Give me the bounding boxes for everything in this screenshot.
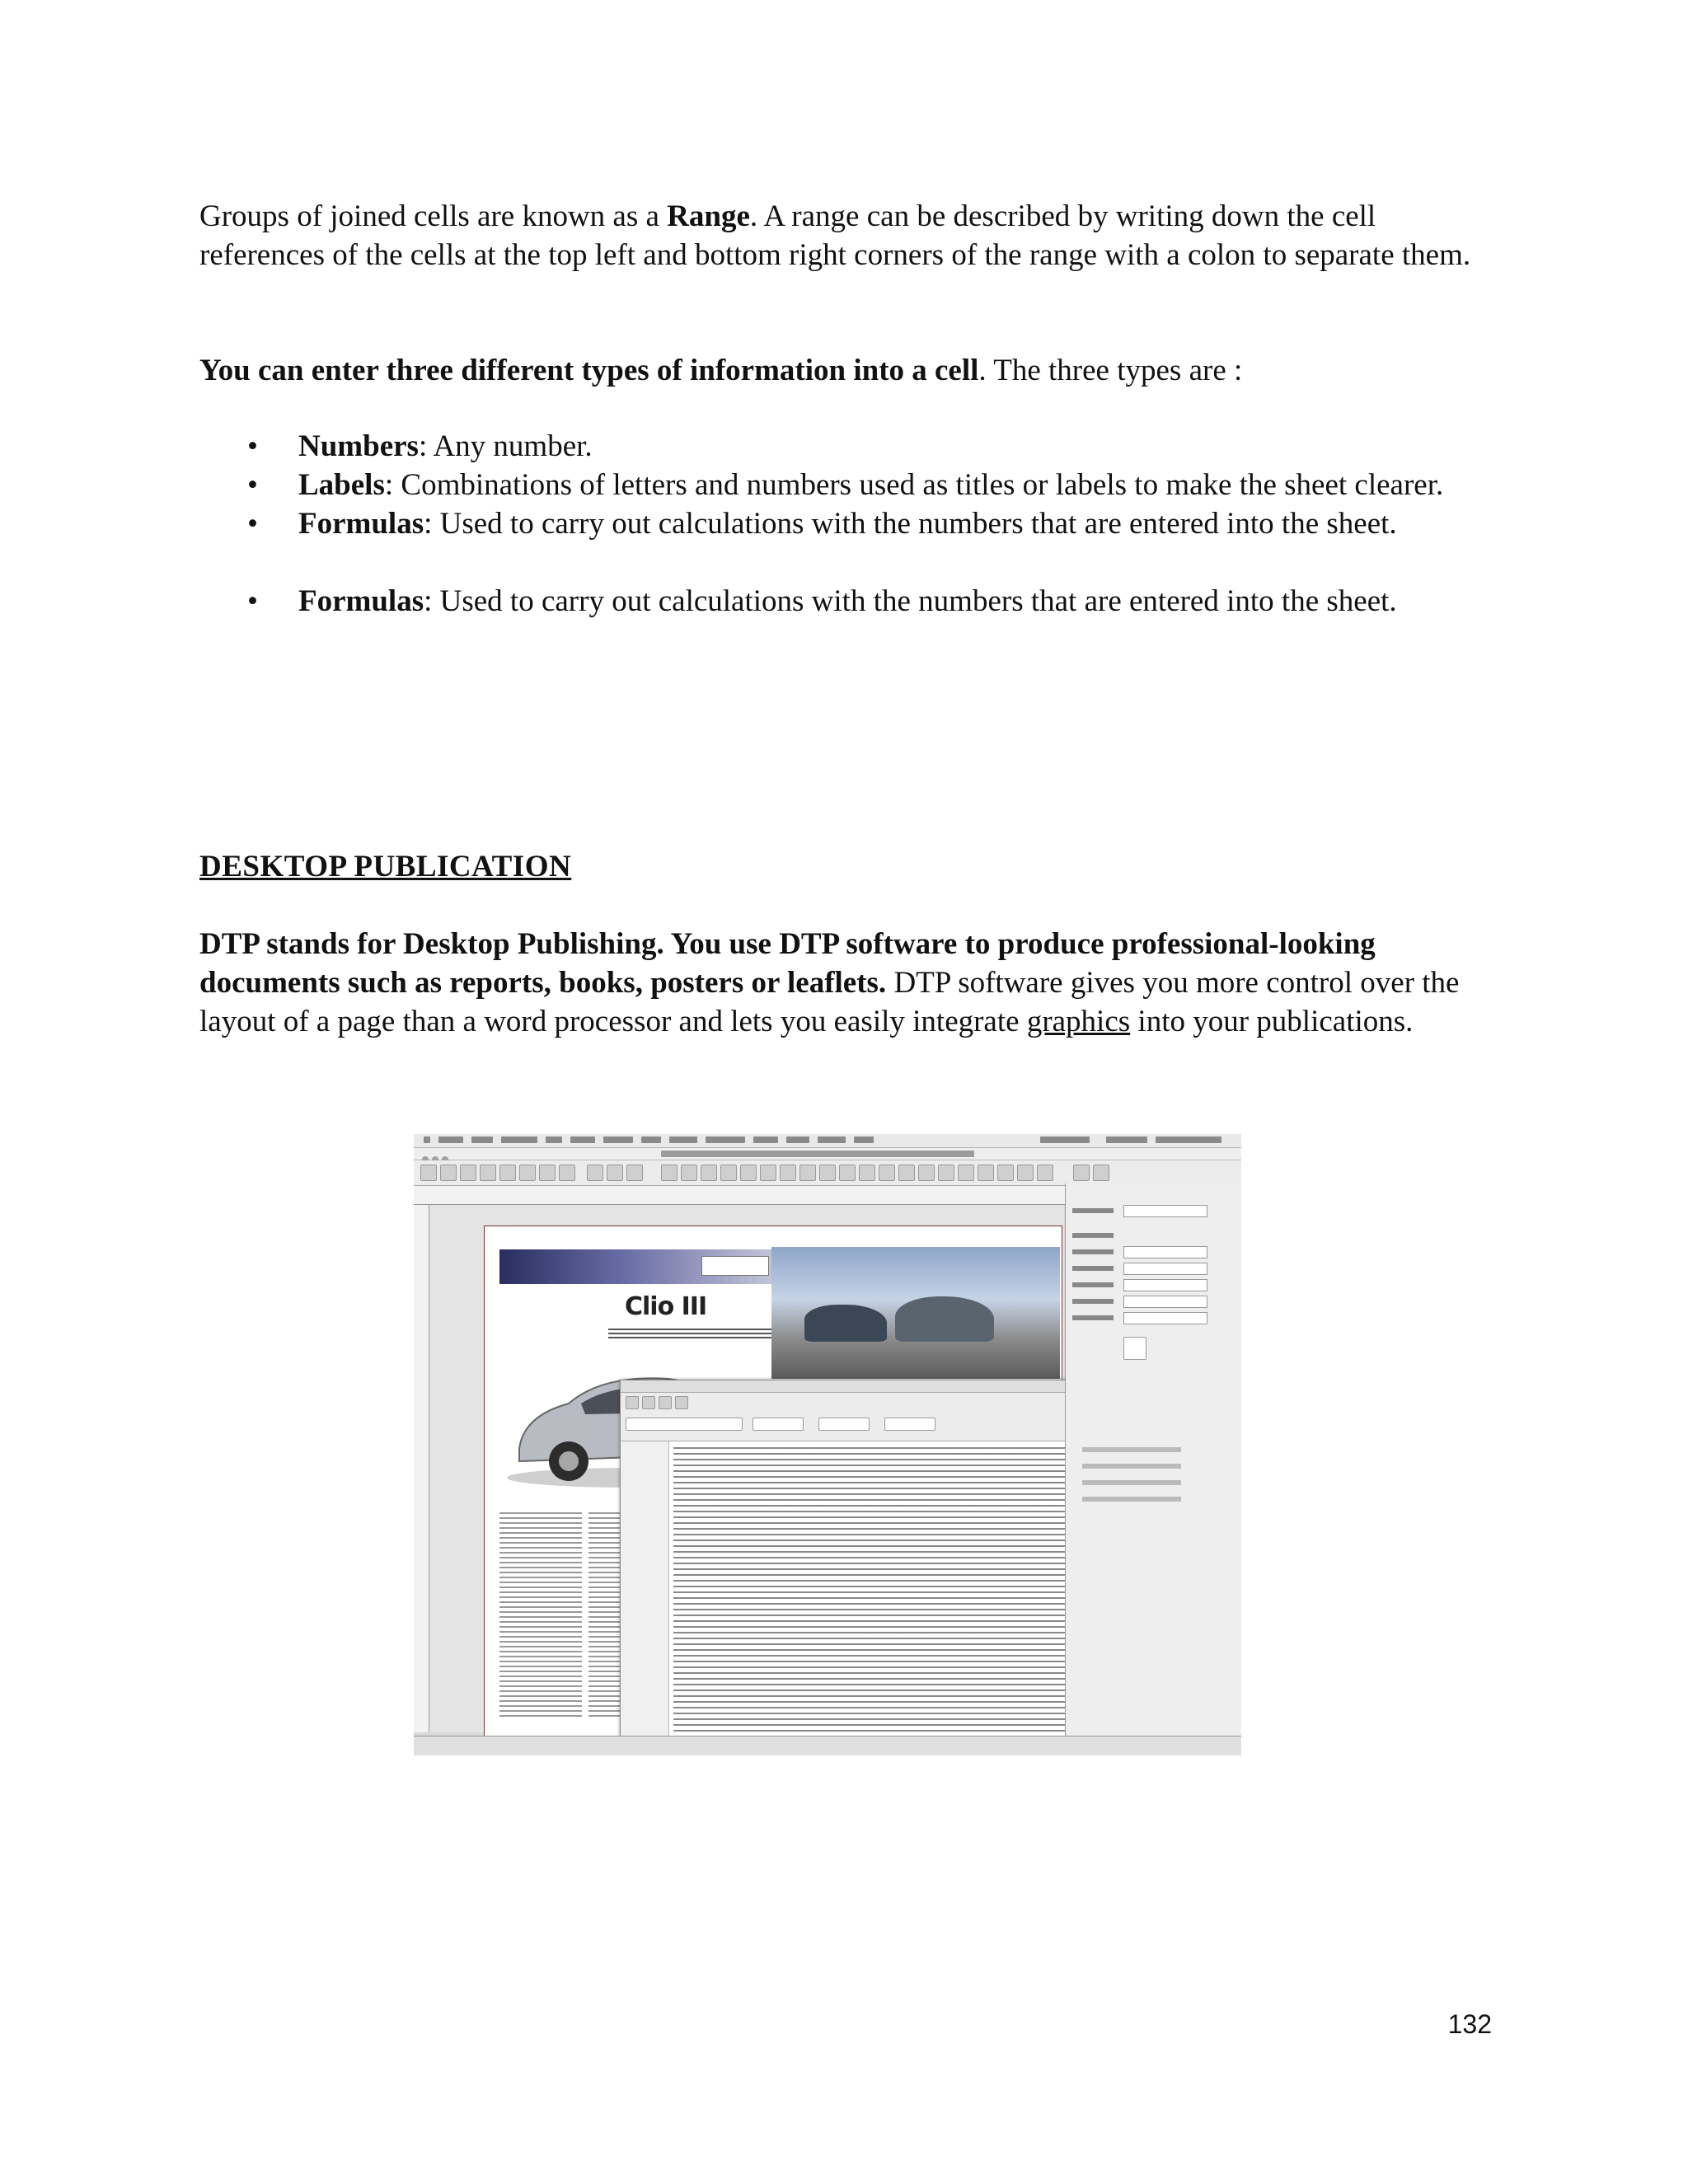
magazine-title: Clio III: [625, 1292, 707, 1321]
list-item: [199, 466, 1485, 504]
list-item-text: Used to carry out calculations with the numbers that are entered into the sheet.: [432, 584, 1397, 618]
list-item-sep: :: [424, 507, 433, 541]
menu-bar: [414, 1134, 1241, 1148]
toolbar: [414, 1160, 1241, 1186]
range-term: Range: [667, 199, 750, 233]
story-editor-window[interactable]: [620, 1380, 1083, 1755]
vertical-ruler: [414, 1205, 429, 1732]
banner-image: [499, 1249, 780, 1284]
list-item-text: Used to carry out calculations with the numbers that are entered into the sheet.: [432, 507, 1397, 541]
list-item-sep: :: [384, 468, 394, 502]
dtp-paragraph: [199, 925, 1485, 1041]
section-heading: DESKTOP PUBLICATION: [199, 850, 572, 883]
list-item-term: Formulas: [298, 507, 424, 541]
dtp-software-screenshot: [414, 1134, 1241, 1755]
properties-panel: [1065, 1183, 1241, 1736]
dtp-text-mid: DTP software gives you more control over the layout of a page than a word processor and lets you easily integrate: [199, 966, 1460, 1038]
range-text-pre: Groups of joined cells are known as a: [199, 199, 668, 233]
info-types-list: [199, 427, 1485, 621]
list-item: [199, 504, 1485, 543]
dtp-text-post: into your publications.: [1130, 1005, 1414, 1038]
info-types-paragraph: [199, 351, 1485, 390]
list-item-term: Numbers: [298, 429, 419, 463]
story-editor-toolbar: [621, 1393, 1082, 1441]
list-item-text: Any number.: [427, 429, 593, 463]
status-bar: [414, 1736, 1241, 1755]
list-item-sep: :: [424, 584, 433, 618]
bullet-icon: •: [247, 507, 258, 541]
horizontal-ruler: [414, 1186, 1065, 1205]
dtp-definition: DTP stands for Desktop Publishing. You use DTP software to produce professional-looking documents such as reports, books, posters or leaflets.: [199, 927, 1376, 1000]
cars-photo: [771, 1247, 1060, 1379]
subtitle-lines: [608, 1327, 773, 1338]
page-number: 132: [1447, 2009, 1492, 2039]
info-types-post: . The three types are :: [978, 354, 1243, 387]
range-paragraph: [199, 197, 1485, 274]
list-item: [199, 582, 1485, 621]
bullet-icon: •: [247, 468, 258, 502]
list-item-sep: :: [418, 429, 428, 463]
window-titlebar: [414, 1148, 1241, 1160]
paragraph-styles-column: [621, 1441, 669, 1746]
info-types-bold: You can enter three different types of information into a cell: [199, 354, 979, 387]
bullet-icon: •: [247, 584, 258, 618]
story-editor-text[interactable]: [621, 1441, 1082, 1746]
editor-text-lines: [673, 1446, 1073, 1743]
graphics-link[interactable]: graphics: [1026, 1005, 1131, 1038]
bullet-icon: •: [247, 429, 258, 463]
list-item-term: Formulas: [298, 584, 424, 618]
range-text-post: . A range can be described by writing down the cell references of the cells at the top left and bottom right corners of the range with a colon to separate them.: [199, 199, 1471, 272]
list-item-term: Labels: [298, 468, 385, 502]
list-item: [199, 427, 1485, 466]
list-item-text: Combinations of letters and numbers used as titles or labels to make the sheet clearer.: [393, 468, 1444, 502]
story-editor-titlebar: [621, 1380, 1082, 1393]
